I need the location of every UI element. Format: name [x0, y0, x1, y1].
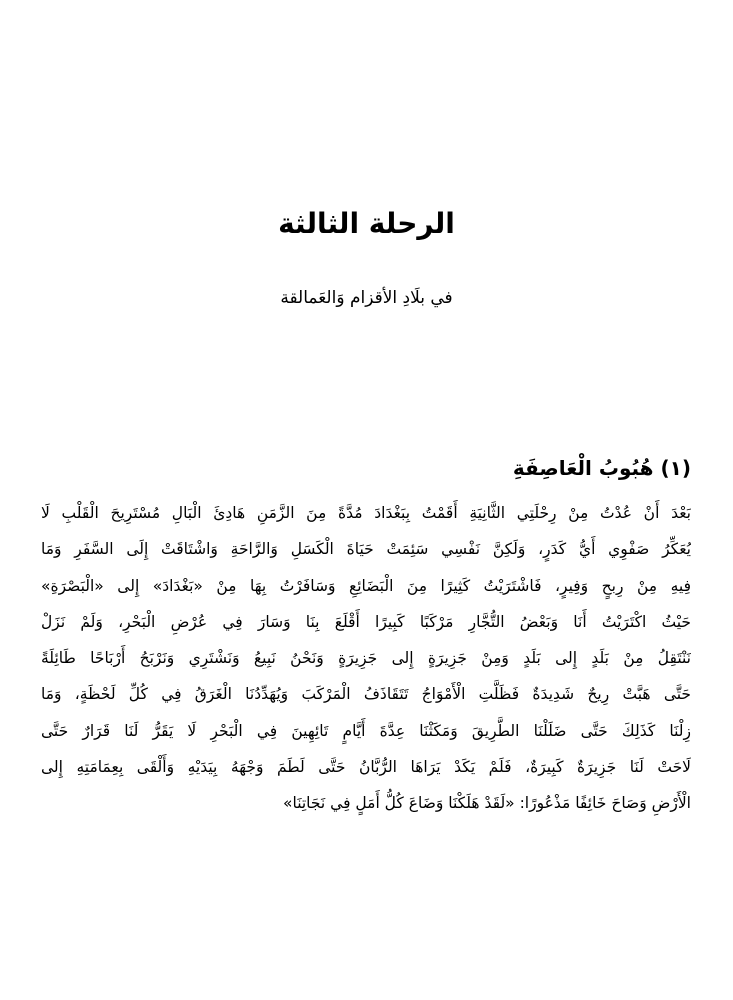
body-line: حَتَّى هَبَّتْ رِيحٌ شَدِيدَةٌ فَظَلَّتِ الْأَمْوَاجُ تَتَقَاذَفُ الْمَرْكَبَ وَيُهَدِّدُنَا الْغَرَقُ فِي كُلِّ لَحْظَةٍ، وَمَا — [41, 685, 691, 704]
section-body — [41, 495, 691, 822]
body-line: حَيْثُ اكْتَرَيْتُ أَنَا وَبَعْضُ التُّجَّارِ مَرْكَبًا كَبِيرًا أَقْلَعَ بِنَا وَسَارَ فِي عُرْضِ الْبَحْرِ، وَلَمْ نَزَلْ — [41, 612, 691, 631]
body-line: زِلْنَا كَذَلِكَ حَتَّى ضَلَلْنَا الطَّرِيقَ وَمَكَثْنَا عِدَّةَ أَيَّامٍ تَائِهِينَ فِي الْبَحْرِ لَا يَقَرُّ لَنَا قَرَارٌ حَتَّى — [41, 721, 691, 740]
body-line: لَاحَتْ لَنَا جَزِيرَةٌ كَبِيرَةٌ، فَلَمْ يَكَدْ يَرَاهَا الرُّبَّانُ حَتَّى لَطَمَ وَجْهَهُ بِيَدَيْهِ وَأَلْقَى بِعِمَامَتِهِ إِلى — [41, 758, 691, 777]
chapter-title: الرحلة الثالثة — [278, 207, 455, 240]
body-line: نَنْتَقِلُ مِنْ بَلَدٍ إِلى بَلَدٍ وَمِنْ جَزِيرَةٍ إِلى جَزِيرَةٍ وَنَحْنُ نَبِيعُ وَنَشْتَرِي وَنَرْبَحُ أَرْبَاحًا طَائِلَةً — [41, 649, 691, 668]
body-line: الْأَرْضِ وَصَاحَ خَائِفًا مَذْعُورًا: «لَقَدْ هَلَكْنَا وَضَاعَ كُلُّ أَمَلٍ فِي نَجَاتِنَا» — [282, 794, 691, 813]
chapter-subtitle: في بلَادِ الأقزام وَالعَمالقة — [280, 288, 453, 308]
body-line: فِيهِ مِنْ رِبحٍ وَفِيرٍ، فَاشْتَرَيْتُ كَثِيرًا مِنَ الْبَضَائِعِ وَسَافَرْتُ بِهَا مِنْ «بَغْدَادَ» إِلى «الْبَصْرَةِ» — [41, 576, 691, 595]
section-heading: (١) هُبُوبُ الْعَاصِفَةِ — [512, 456, 691, 480]
body-line: بَعْدَ أَنْ عُدْتُ مِنْ رِحْلَتِي الثَّانِيَةِ أَقَمْتُ بِبَغْدَادَ مُدَّةً مِنَ الزَّمَنِ هَادِئَ الْبَالِ مُسْتَرِيحَ الْقَلْبِ لَا — [41, 504, 691, 522]
body-line: يُعَكِّرُ صَفْوِي أَيُّ كَدَرٍ، وَلَكِنَّ نَفْسِي سَئِمَتْ حَيَاةَ الْكَسَلِ وَالرَّاحَةِ وَاشْتَاقَتْ إِلَى السَّفَرِ وَمَا — [41, 540, 691, 559]
